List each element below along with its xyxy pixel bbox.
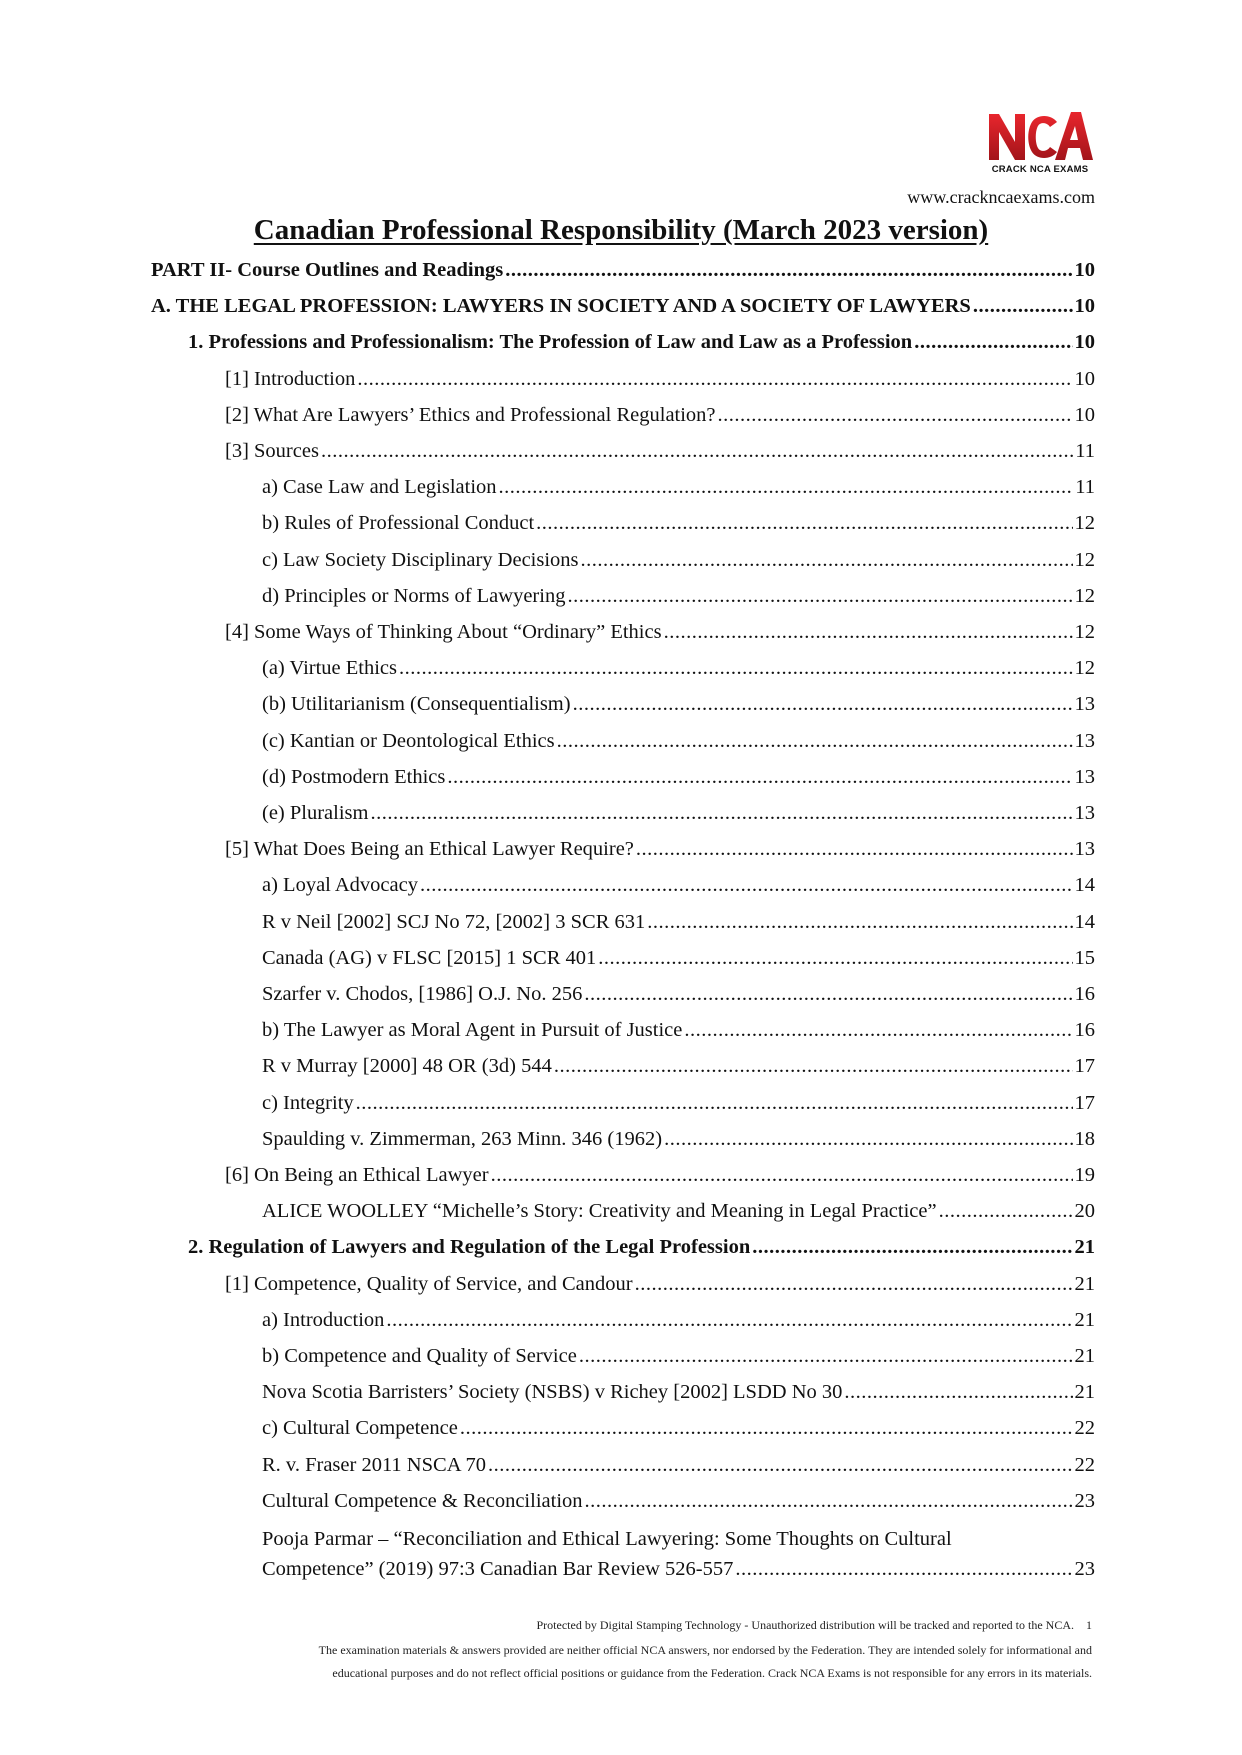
toc-entry-page: 21 <box>1074 1236 1095 1259</box>
toc-entry[interactable] <box>225 834 1095 864</box>
leader-dots <box>581 545 1073 575</box>
toc-entry-page: 12 <box>1074 657 1095 680</box>
toc-entry[interactable] <box>225 1160 1095 1190</box>
toc-entry[interactable] <box>262 943 1095 973</box>
toc-entry[interactable] <box>225 436 1095 466</box>
leader-dots <box>447 762 1072 792</box>
toc-entry-label: ALICE WOOLLEY “Michelle’s Story: Creativity and Meaning in Legal Practice” <box>262 1200 937 1223</box>
toc-entry[interactable] <box>262 1124 1095 1154</box>
leader-dots <box>636 834 1073 864</box>
toc-entry[interactable] <box>262 870 1095 900</box>
toc-entry-page: 23 <box>1074 1489 1095 1512</box>
toc-entry-label: R v Neil [2002] SCJ No 72, [2002] 3 SCR 631 <box>262 910 646 933</box>
toc-entry-page: 20 <box>1074 1200 1095 1223</box>
toc-entry-page: 10 <box>1074 295 1095 318</box>
toc-entry-label: (d) Postmodern Ethics <box>262 765 446 788</box>
toc-entry[interactable] <box>262 1015 1095 1045</box>
toc-entry[interactable] <box>262 689 1095 719</box>
toc-entry-label: PART II- Course Outlines and Readings <box>151 259 504 281</box>
leader-dots <box>584 979 1072 1009</box>
leader-dots <box>579 1341 1073 1371</box>
toc-entry-label-line1: Pooja Parmar – “Reconciliation and Ethical Lawyering: Some Thoughts on Cultural <box>262 1528 952 1550</box>
toc-entry-page: 13 <box>1074 765 1095 788</box>
leader-dots <box>420 870 1073 900</box>
toc-entry[interactable] <box>262 1088 1095 1118</box>
toc-entry-page: 13 <box>1074 729 1095 752</box>
leader-dots <box>370 798 1072 828</box>
toc-entry-page: 17 <box>1074 1091 1095 1114</box>
toc-entry[interactable] <box>151 291 1095 321</box>
toc-entry-page: 11 <box>1075 476 1095 499</box>
toc-entry-page: 22 <box>1074 1453 1095 1476</box>
leader-dots <box>939 1196 1073 1226</box>
leader-dots <box>598 943 1072 973</box>
leader-dots <box>585 1486 1073 1516</box>
leader-dots <box>399 653 1072 683</box>
toc-entry-label: Szarfer v. Chodos, [1986] O.J. No. 256 <box>262 983 583 1005</box>
leader-dots <box>321 436 1073 466</box>
leader-dots <box>536 508 1072 538</box>
toc-entry-page: 11 <box>1075 440 1095 462</box>
toc-entry[interactable] <box>262 581 1095 611</box>
toc-entry-page: 12 <box>1074 548 1095 571</box>
toc-entry[interactable] <box>262 1377 1095 1407</box>
toc-entry-label: d) Principles or Norms of Lawyering <box>262 584 566 607</box>
toc-entry-page: 13 <box>1074 802 1095 824</box>
leader-dots <box>505 255 1072 285</box>
leader-dots <box>735 1554 1072 1584</box>
toc-entry-page: 14 <box>1074 910 1095 933</box>
toc-entry-label: (a) Virtue Ethics <box>262 657 398 680</box>
toc-entry-page: 23 <box>1074 1558 1095 1580</box>
toc-entry[interactable] <box>262 508 1095 538</box>
brand-logo <box>985 108 1095 180</box>
toc-entry[interactable] <box>225 400 1095 430</box>
toc-entry-page: 16 <box>1074 983 1095 1005</box>
leader-dots <box>914 327 1072 357</box>
leader-dots <box>684 1015 1072 1045</box>
toc-entry-label: A. THE LEGAL PROFESSION: LAWYERS IN SOCIETY AND A SOCIETY OF LAWYERS <box>151 295 971 318</box>
footer-protection-notice: Protected by Digital Stamping Technology - Unauthorized distribution will be tracked and reported to the NCA. 1 <box>536 1618 1092 1632</box>
leader-dots <box>491 1160 1073 1190</box>
leader-dots <box>973 291 1073 321</box>
toc-entry[interactable] <box>262 1341 1095 1371</box>
toc-entry-label: Spaulding v. Zimmerman, 263 Minn. 346 (1962) <box>262 1127 663 1150</box>
toc-entry-label: [6] On Being an Ethical Lawyer <box>225 1164 489 1186</box>
leader-dots <box>573 689 1073 719</box>
toc-entry-page: 12 <box>1074 584 1095 607</box>
toc-entry-label: [4] Some Ways of Thinking About “Ordinary” Ethics <box>225 621 662 643</box>
footer-disclaimer-line1: The examination materials & answers provided are neither official NCA answers, nor endorsed by the Federation. They are intended solely for informational and <box>318 1643 1092 1657</box>
toc-entry-page: 22 <box>1074 1417 1095 1440</box>
toc-entry[interactable] <box>262 1413 1095 1443</box>
toc-entry-page: 21 <box>1074 1345 1095 1367</box>
toc-entry-page: 16 <box>1074 1019 1095 1042</box>
leader-dots <box>488 1450 1073 1480</box>
toc-entry-label: a) Introduction <box>262 1308 385 1331</box>
toc-entry[interactable] <box>262 1450 1095 1480</box>
toc-entry-label: Cultural Competence & Reconciliation <box>262 1489 583 1512</box>
logo-caption: CRACK NCA EXAMS <box>991 164 1089 175</box>
toc-entry-label: b) Competence and Quality of Service <box>262 1345 577 1367</box>
leader-dots <box>844 1377 1072 1407</box>
toc-entry-label: R v Murray [2000] 48 OR (3d) 544 <box>262 1055 552 1078</box>
page-number: 1 <box>1086 1618 1092 1632</box>
leader-dots <box>647 907 1072 937</box>
toc-entry-page: 12 <box>1074 621 1095 643</box>
leader-dots <box>386 1305 1072 1335</box>
toc-entry-label: 2. Regulation of Lawyers and Regulation of the Legal Profession <box>188 1236 751 1259</box>
leader-dots <box>567 581 1072 611</box>
leader-dots <box>499 472 1074 502</box>
toc-entry-page: 10 <box>1074 331 1095 354</box>
toc-entry[interactable] <box>262 653 1095 683</box>
toc-entry-label: a) Loyal Advocacy <box>262 874 418 897</box>
leader-dots <box>460 1413 1073 1443</box>
leader-dots <box>356 1088 1073 1118</box>
toc-entry-page: 10 <box>1074 403 1095 426</box>
leader-dots <box>557 726 1073 756</box>
toc-entry-label: [1] Introduction <box>225 367 356 390</box>
leader-dots <box>718 400 1073 430</box>
toc-entry-label: [2] What Are Lawyers’ Ethics and Professional Regulation? <box>225 403 716 426</box>
toc-entry-page: 13 <box>1074 838 1095 861</box>
toc-entry-page: 18 <box>1074 1127 1095 1150</box>
toc-entry-page: 19 <box>1074 1164 1095 1186</box>
leader-dots <box>554 1051 1073 1081</box>
toc-entry-page: 21 <box>1074 1381 1095 1404</box>
toc-entry-label: [1] Competence, Quality of Service, and Candour <box>225 1272 633 1295</box>
toc-entry-label: c) Law Society Disciplinary Decisions <box>262 548 579 571</box>
leader-dots <box>357 364 1072 394</box>
toc-entry-label: (c) Kantian or Deontological Ethics <box>262 729 555 752</box>
toc-entry[interactable] <box>262 726 1095 756</box>
toc-entry-label: b) Rules of Professional Conduct <box>262 512 535 535</box>
toc-entry[interactable] <box>188 1232 1095 1262</box>
toc-entry-label: c) Cultural Competence <box>262 1417 458 1440</box>
toc-entry[interactable] <box>225 1269 1095 1299</box>
toc-entry[interactable] <box>151 255 1095 285</box>
leader-dots <box>664 617 1073 647</box>
toc-entry[interactable] <box>262 762 1095 792</box>
toc-entry[interactable] <box>262 979 1095 1009</box>
toc-entry[interactable] <box>262 907 1095 937</box>
toc-entry-page: 21 <box>1074 1272 1095 1295</box>
toc-entry[interactable] <box>262 472 1095 502</box>
toc-entry[interactable] <box>262 1524 1095 1584</box>
footer-disclaimer-line2: educational purposes and do not reflect official positions or guidance from the Federation. Crack NCA Exams is not responsible for any errors in its materials. <box>332 1666 1092 1680</box>
toc-entry-page: 13 <box>1074 693 1095 716</box>
toc-entry[interactable] <box>225 364 1095 394</box>
toc-entry-page: 12 <box>1074 512 1095 535</box>
leader-dots <box>664 1124 1072 1154</box>
toc-entry-page: 14 <box>1074 874 1095 897</box>
toc-entry-page: 17 <box>1074 1055 1095 1078</box>
toc-entry-label: Nova Scotia Barristers’ Society (NSBS) v Richey [2002] LSDD No 30 <box>262 1381 843 1404</box>
toc-entry-label: R. v. Fraser 2011 NSCA 70 <box>262 1453 486 1476</box>
toc-entry[interactable] <box>262 1051 1095 1081</box>
toc-entry-label: a) Case Law and Legislation <box>262 476 497 499</box>
toc-entry[interactable] <box>262 798 1095 828</box>
toc-entry-label: [5] What Does Being an Ethical Lawyer Require? <box>225 838 634 861</box>
toc-entry-page: 21 <box>1074 1308 1095 1331</box>
toc-entry[interactable] <box>262 1486 1095 1516</box>
toc-entry-label: Canada (AG) v FLSC [2015] 1 SCR 401 <box>262 946 597 969</box>
toc-entry-label: (e) Pluralism <box>262 802 369 824</box>
toc-entry-label-line2: Competence” (2019) 97:3 Canadian Bar Review 526-557 <box>262 1558 734 1580</box>
toc-entry[interactable] <box>262 1305 1095 1335</box>
toc-entry[interactable] <box>188 327 1095 357</box>
toc-entry-label: 1. Professions and Professionalism: The Profession of Law and Law as a Profession <box>188 331 913 354</box>
toc-entry-page: 10 <box>1074 367 1095 390</box>
leader-dots <box>635 1269 1073 1299</box>
toc-entry-label: [3] Sources <box>225 440 319 462</box>
toc-entry[interactable] <box>262 1196 1095 1226</box>
toc-entry-page: 10 <box>1074 259 1095 281</box>
toc-entry-label: c) Integrity <box>262 1091 354 1114</box>
website-url[interactable]: www.crackncaexams.com <box>907 187 1095 207</box>
toc-entry-page: 15 <box>1074 946 1095 969</box>
toc-entry-label: (b) Utilitarianism (Consequentialism) <box>262 693 571 716</box>
document-title: Canadian Professional Responsibility (March 2023 version) <box>253 214 989 246</box>
toc-entry-label: b) The Lawyer as Moral Agent in Pursuit of Justice <box>262 1019 683 1042</box>
logo-mark-icon <box>985 108 1095 162</box>
toc-entry[interactable] <box>225 617 1095 647</box>
leader-dots <box>752 1232 1072 1262</box>
toc-entry[interactable] <box>262 545 1095 575</box>
